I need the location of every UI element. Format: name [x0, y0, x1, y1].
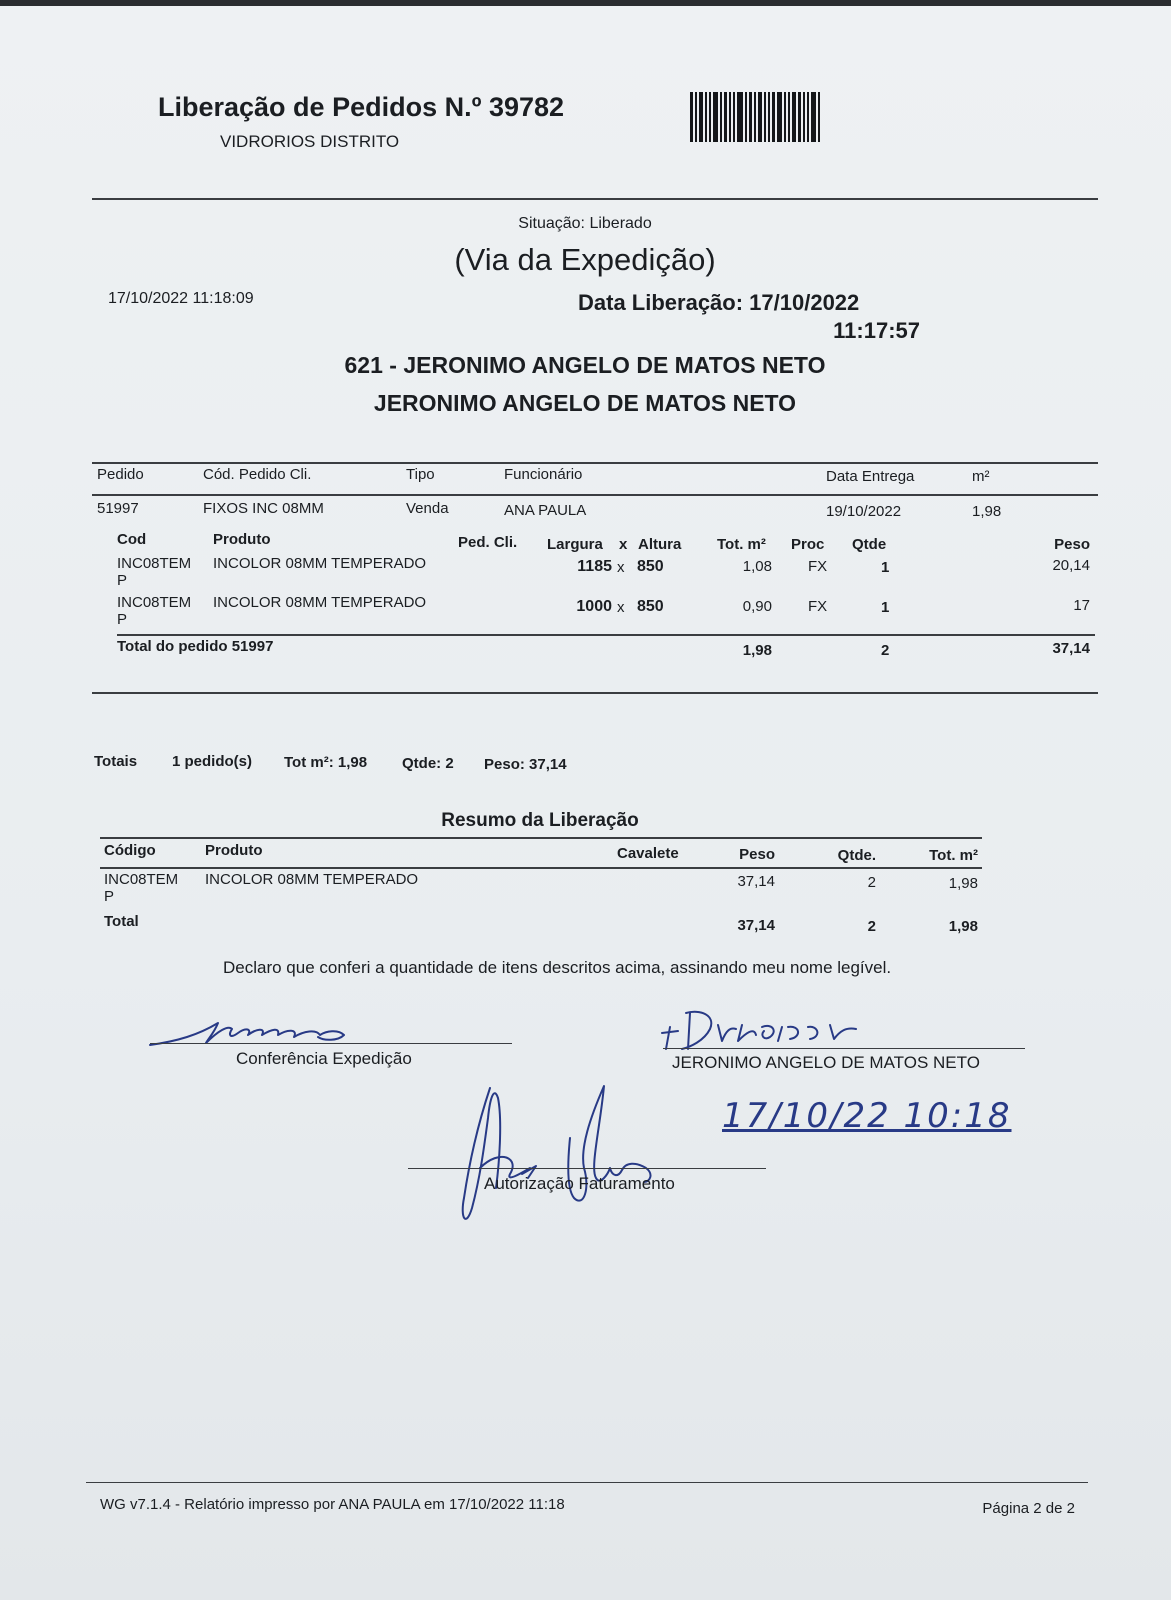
barcode-bar [754, 92, 756, 142]
barcode-bar [705, 92, 707, 142]
signature-label-autorizacao: Autorização Faturamento [484, 1174, 675, 1193]
summary-total-peso: 37,14 [737, 917, 775, 934]
footer-line [86, 1482, 1088, 1483]
barcode-bar [807, 92, 809, 142]
barcode-bar [764, 92, 766, 142]
item-altura: 850 [637, 598, 664, 615]
col-x: x [619, 536, 628, 553]
declaration-text: Declaro que conferi a quantidade de itens descritos acima, assinando meu nome legível. [223, 958, 892, 977]
client-line-1: 621 - JERONIMO ANGELO DE MATOS NETO [344, 352, 826, 378]
release-date: Data Liberação: 17/10/2022 [578, 290, 860, 315]
signature-line-cliente [663, 1048, 1025, 1049]
order-funcionario: ANA PAULA [504, 502, 587, 519]
summary-produto: INCOLOR 08MM TEMPERADO [205, 871, 419, 888]
col-data-entrega: Data Entrega [826, 468, 915, 485]
order-m2: 1,98 [972, 503, 1002, 520]
document-title: Liberação de Pedidos N.º 39782 [158, 92, 565, 122]
barcode-bar [768, 92, 770, 142]
barcode-bar [737, 92, 743, 142]
copy-label: (Via da Expedição) [454, 242, 716, 277]
summary-title: Resumo da Liberação [441, 810, 639, 831]
col-cavalete: Cavalete [617, 845, 679, 862]
footer-left: WG v7.1.4 - Relatório impresso por ANA PAULA em 17/10/2022 11:18 [100, 1496, 565, 1513]
handwritten-date: 17/10/22 10:18 [722, 1096, 1012, 1136]
items-bottom-line [92, 692, 1098, 694]
barcode-bar [745, 92, 747, 142]
item-cod-line1: INC08TEM [117, 594, 192, 611]
col-produto: Produto [213, 531, 271, 548]
barcode [690, 92, 866, 142]
summary-qtde: 2 [867, 874, 876, 891]
barcode-bar [709, 92, 711, 142]
header-divider [92, 198, 1098, 200]
order-cod-pedido-cli: FIXOS INC 08MM [203, 500, 324, 517]
client-line-2: JERONIMO ANGELO DE MATOS NETO [373, 390, 797, 416]
summary-peso: 37,14 [737, 873, 775, 890]
item-produto: INCOLOR 08MM TEMPERADO [213, 594, 427, 611]
summary-cod-line1: INC08TEM [104, 871, 179, 888]
col-funcionario: Funcionário [504, 466, 583, 483]
item-tot-m2: 1,08 [742, 558, 772, 575]
item-altura: 850 [637, 558, 664, 575]
col-pedido: Pedido [97, 466, 144, 483]
col-m2: m² [972, 468, 990, 485]
summary-total-qtde: 2 [867, 918, 876, 935]
col-cod: Cod [117, 531, 147, 548]
item-peso: 17 [1073, 597, 1090, 614]
barcode-bar [818, 92, 820, 142]
item-x: x [617, 559, 625, 576]
item-largura: 1185 [577, 558, 612, 575]
order-table-header-line [92, 494, 1098, 496]
totals-peso: Peso: 37,14 [484, 756, 567, 773]
summary-total-m2: 1,98 [948, 918, 978, 935]
order-pedido: 51997 [97, 500, 139, 517]
item-qtde: 1 [881, 599, 890, 616]
barcode-bar [699, 92, 703, 142]
item-x: x [617, 599, 625, 616]
totals-label: Totais [94, 753, 138, 770]
item-cod-line1: INC08TEM [117, 555, 192, 572]
barcode-bar [784, 92, 786, 142]
company-name: VIDRORIOS DISTRITO [220, 132, 400, 151]
barcode-bar [777, 92, 782, 142]
items-total-line [117, 634, 1095, 636]
col-peso: Peso [739, 846, 775, 863]
signature-line-autorizacao [408, 1168, 766, 1169]
col-tot-m2: Tot. m² [929, 847, 978, 864]
signature-line-conferencia [150, 1043, 512, 1044]
col-produto: Produto [205, 842, 263, 859]
barcode-bar [729, 92, 731, 142]
summary-top-line [100, 837, 982, 839]
order-data-entrega: 19/10/2022 [826, 503, 902, 520]
col-tot-m2: Tot. m² [717, 536, 766, 553]
totals-pedidos: 1 pedido(s) [172, 753, 253, 770]
col-qtde: Qtde [852, 536, 887, 553]
item-qtde: 1 [881, 559, 890, 576]
photo-edge [0, 0, 1171, 6]
col-qtde: Qtde. [837, 847, 876, 864]
item-tot-m2: 0,90 [742, 598, 772, 615]
signature-label-conferencia: Conferência Expedição [236, 1049, 412, 1068]
summary-header-line [100, 867, 982, 869]
barcode-bar [792, 92, 796, 142]
signature-label-cliente: JERONIMO ANGELO DE MATOS NETO [672, 1053, 980, 1072]
barcode-bar [720, 92, 722, 142]
col-proc: Proc [791, 536, 825, 553]
summary-total-label: Total [104, 913, 139, 930]
barcode-bar [733, 92, 735, 142]
totals-qtde: Qtde: 2 [402, 755, 454, 772]
release-time: 11:17:57 [833, 318, 920, 343]
order-total-peso: 37,14 [1052, 640, 1090, 657]
barcode-bar [690, 92, 693, 142]
barcode-bar [811, 92, 816, 142]
barcode-bar [788, 92, 790, 142]
barcode-bar [803, 92, 805, 142]
order-total-label: Total do pedido 51997 [117, 638, 274, 655]
col-codigo: Código [104, 842, 156, 859]
barcode-bar [695, 92, 697, 142]
order-table-top-line [92, 462, 1098, 464]
signature-autorizacao [450, 1078, 680, 1228]
printed-datetime: 17/10/2022 11:18:09 [108, 290, 254, 307]
order-tipo: Venda [406, 500, 449, 517]
order-total-m2: 1,98 [742, 642, 772, 659]
barcode-bar [772, 92, 775, 142]
barcode-bar [758, 92, 762, 142]
summary-cod-line2: P [104, 888, 115, 905]
barcode-bar [724, 92, 727, 142]
barcode-bar [798, 92, 801, 142]
item-cod-line2: P [117, 572, 128, 589]
totals-m2: Tot m²: 1,98 [284, 754, 368, 771]
summary-tot-m2: 1,98 [948, 875, 978, 892]
status-text: Situação: Liberado [518, 215, 652, 232]
col-largura: Largura [547, 536, 603, 553]
col-peso: Peso [1054, 536, 1090, 553]
col-altura: Altura [638, 536, 682, 553]
item-cod-line2: P [117, 611, 128, 628]
order-total-qtde: 2 [881, 642, 890, 659]
col-cod-pedido-cli: Cód. Pedido Cli. [203, 466, 312, 483]
item-proc: FX [808, 558, 828, 575]
item-largura: 1000 [576, 598, 612, 615]
item-produto: INCOLOR 08MM TEMPERADO [213, 555, 427, 572]
barcode-bar [749, 92, 752, 142]
col-tipo: Tipo [406, 466, 435, 483]
page-number: Página 2 de 2 [982, 1500, 1075, 1517]
col-ped-cli: Ped. Cli. [458, 534, 518, 551]
item-peso: 20,14 [1052, 557, 1090, 574]
barcode-bar [713, 92, 718, 142]
item-proc: FX [808, 598, 828, 615]
